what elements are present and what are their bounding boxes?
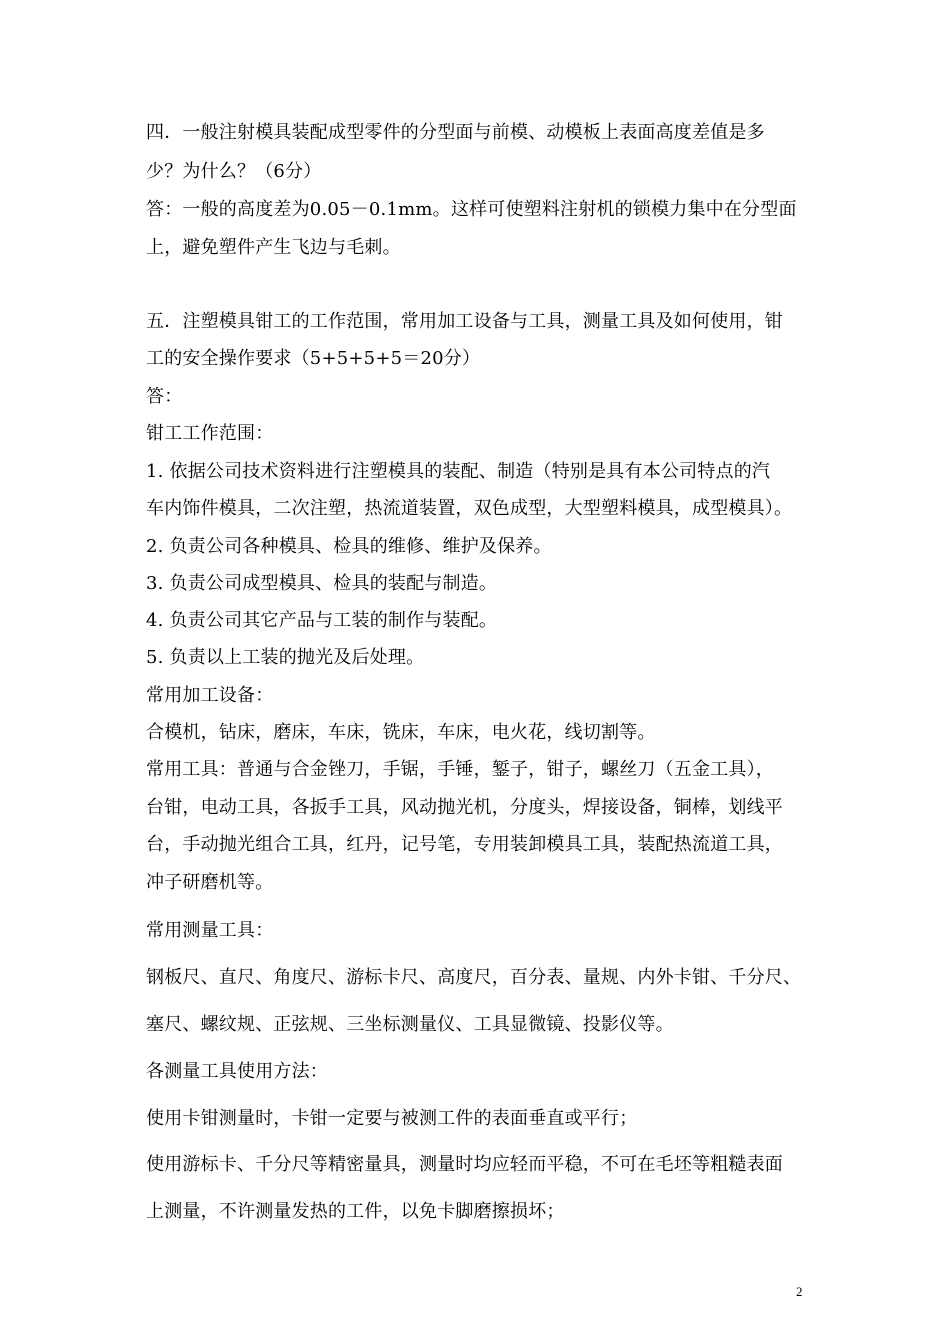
tools-line-2: 台钳，电动工具，各扳手工具，风动抛光机，分度头，焊接设备，铜棒，划线平 bbox=[146, 797, 783, 818]
tools-line-4: 冲子研磨机等。 bbox=[146, 872, 274, 893]
tools-line-1: 常用工具：普通与合金锉刀，手锯，手锤，錾子，钳子，螺丝刀（五金工具）， bbox=[146, 759, 774, 780]
usage-heading: 各测量工具使用方法： bbox=[146, 1061, 328, 1082]
equipment-heading: 常用加工设备： bbox=[146, 685, 274, 706]
q4-answer-line-2: 上，避免塑件产生飞边与毛刺。 bbox=[146, 237, 401, 258]
q5-question-line-1: 五．注塑模具钳工的工作范围，常用加工设备与工具，测量工具及如何使用，钳 bbox=[146, 311, 783, 332]
tools-line-3: 台，手动抛光组合工具，红丹，记号笔，专用装卸模具工具，装配热流道工具， bbox=[146, 834, 783, 855]
usage-line-2: 使用游标卡、千分尺等精密量具，测量时均应轻而平稳，不可在毛坯等粗糙表面 bbox=[146, 1154, 783, 1175]
scope-item-1a: 1. 依据公司技术资料进行注塑模具的装配、制造（特别是具有本公司特点的汽 bbox=[146, 461, 771, 482]
scope-item-3: 3. 负责公司成型模具、检具的装配与制造。 bbox=[146, 573, 498, 594]
measuring-heading: 常用测量工具： bbox=[146, 920, 274, 941]
equipment-text: 合模机，钻床，磨床，车床，铣床，车床，电火花，线切割等。 bbox=[146, 722, 656, 743]
q4-answer-line-1: 答：一般的高度差为0.05－0.1mm。这样可使塑料注射机的锁模力集中在分型面 bbox=[146, 199, 797, 220]
usage-line-1: 使用卡钳测量时，卡钳一定要与被测工件的表面垂直或平行； bbox=[146, 1108, 638, 1129]
scope-item-2: 2. 负责公司各种模具、检具的维修、维护及保养。 bbox=[146, 536, 552, 557]
scope-item-4: 4. 负责公司其它产品与工装的制作与装配。 bbox=[146, 610, 498, 631]
page-number: 2 bbox=[796, 1284, 803, 1299]
scope-item-1b: 车内饰件模具，二次注塑，热流道装置，双色成型，大型塑料模具，成型模具）。 bbox=[146, 498, 793, 519]
q4-question-line-2: 少？为什么？（6分） bbox=[146, 161, 322, 182]
scope-heading: 钳工工作范围： bbox=[146, 423, 274, 444]
q5-question-line-2: 工的安全操作要求（5+5+5+5＝20分） bbox=[146, 348, 481, 369]
measuring-line-2: 塞尺、螺纹规、正弦规、三坐标测量仪、工具显微镜、投影仪等。 bbox=[146, 1014, 674, 1035]
q5-answer-label: 答： bbox=[146, 386, 183, 407]
usage-line-3: 上测量，不许测量发热的工件，以免卡脚磨擦损坏； bbox=[146, 1201, 565, 1222]
scope-item-5: 5. 负责以上工装的抛光及后处理。 bbox=[146, 647, 425, 668]
measuring-line-1: 钢板尺、直尺、角度尺、游标卡尺、高度尺，百分表、量规、内外卡钳、千分尺、 bbox=[146, 967, 802, 988]
q4-question-line-1: 四．一般注射模具装配成型零件的分型面与前模、动模板上表面高度差值是多 bbox=[146, 122, 765, 143]
